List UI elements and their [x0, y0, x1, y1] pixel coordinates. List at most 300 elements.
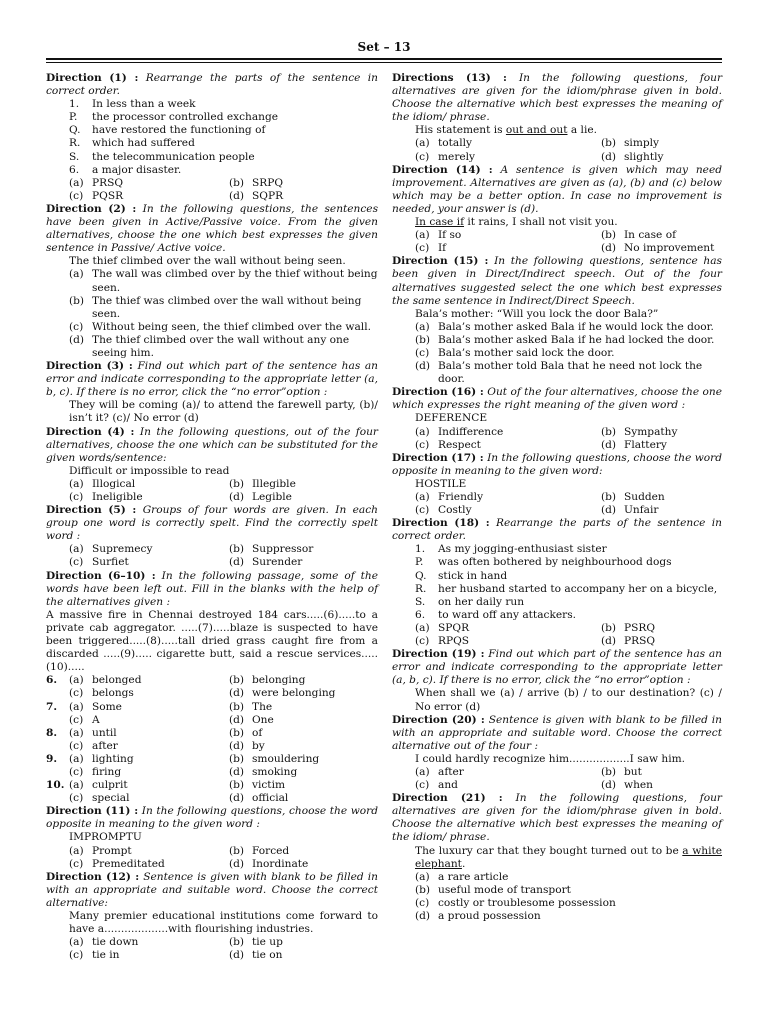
option-key: (a) — [415, 621, 430, 634]
option-key: (b) — [229, 779, 245, 792]
options-row — [392, 137, 722, 150]
options-row — [392, 622, 722, 635]
list-item — [392, 910, 722, 923]
numbered-options-row — [46, 740, 378, 753]
question-text — [392, 845, 722, 871]
numbered-options-row — [46, 687, 378, 700]
direction-text — [46, 570, 378, 609]
options-row — [46, 190, 378, 203]
question-number — [46, 766, 69, 779]
option-key: (b) — [601, 137, 617, 150]
option-key: (c) — [415, 150, 430, 163]
direction-label: Direction (14) : — [392, 163, 493, 176]
item-text: costly or troublesome possession — [438, 896, 616, 909]
option-key: (c) — [415, 779, 430, 792]
question-text: IMPROMPTU — [69, 831, 142, 844]
item-text: Without being seen, the thief climbed over the wall. — [92, 320, 371, 333]
option-text: by — [252, 739, 265, 752]
option-key: (c) — [69, 739, 84, 752]
option-text: Indifference — [438, 425, 504, 438]
list-item — [392, 543, 722, 556]
item-text: the telecommunication people — [92, 150, 255, 163]
item-text: Bala’s mother told Bala that he need not lock the door. — [438, 360, 703, 386]
option-text: after — [438, 765, 464, 778]
direction-label: Direction (5) : — [46, 504, 137, 517]
numbered-options-row — [46, 674, 378, 687]
option — [69, 714, 229, 727]
list-item — [46, 295, 378, 321]
item-text: was often bothered by neighbourhood dogs — [438, 556, 672, 569]
option-text: lighting — [92, 752, 134, 765]
item-text: a rare article — [438, 870, 509, 883]
option-text: belongs — [92, 687, 134, 700]
options-row — [46, 936, 378, 949]
option — [601, 439, 722, 452]
item-key: (d) — [69, 333, 85, 346]
item-text: Bala’s mother asked Bala if he had locked the door. — [438, 333, 715, 346]
option — [229, 177, 378, 190]
page-header: Set – 13 — [357, 40, 411, 54]
direction-label: Direction (15) : — [392, 255, 489, 268]
options-row — [392, 426, 722, 439]
item-text: The wall was climbed over by the thief without being seen. — [92, 268, 378, 294]
option-key: (c) — [415, 438, 430, 451]
item-key: R. — [69, 137, 81, 150]
item-key: (d) — [415, 910, 431, 922]
item-key: (c) — [415, 346, 430, 359]
option-text: firing — [92, 765, 122, 778]
item-key: S. — [69, 150, 80, 163]
numbered-options-row — [46, 766, 378, 779]
option — [229, 753, 378, 766]
passage-text: A massive fire in Chennai destroyed 184 cars.....(6).....to a private cab aggregator. .....(7).....blaze is suspected to have been triggered.....(8).....tall dried grass caught fire from a discarded .....(9)..... cigarette butt, said a rescue services.....(10)..... — [46, 608, 378, 674]
list-item — [46, 111, 378, 124]
option — [415, 504, 601, 517]
option-key: (d) — [229, 556, 245, 569]
option-text: Forced — [252, 844, 290, 857]
item-text: Bala’s mother asked Bala if he would lock the door. — [438, 320, 714, 333]
direction-label: Direction (2) : — [46, 202, 137, 215]
option — [229, 478, 378, 491]
option — [69, 792, 229, 805]
item-text: on her daily run — [438, 595, 525, 608]
option-key: (a) — [415, 425, 430, 438]
direction-instruction: In the following passage, some of the words have been left out. Fill in the blanks with the help of the alternatives given : — [46, 569, 378, 608]
direction-text — [46, 426, 378, 465]
option-text: smoking — [252, 765, 298, 778]
option-key: (b) — [601, 765, 617, 778]
option — [601, 137, 722, 150]
direction-label: Direction (6–10) : — [46, 569, 156, 582]
option-key: (d) — [601, 150, 617, 163]
direction-label: Direction (3) : — [46, 360, 133, 373]
direction-text — [392, 255, 722, 307]
direction-label: Directions (13) : — [392, 72, 507, 84]
option — [69, 936, 229, 949]
list-item — [46, 137, 378, 150]
option — [415, 137, 601, 150]
option-key: (a) — [415, 491, 430, 503]
direction-text — [392, 714, 722, 753]
option-text: No improvement — [624, 242, 715, 255]
option — [69, 727, 229, 740]
options-row — [46, 491, 378, 504]
list-item — [392, 609, 722, 622]
item-key: Q. — [415, 569, 427, 582]
list-item — [46, 164, 378, 177]
option-key: (c) — [69, 713, 84, 726]
option-text: official — [252, 792, 289, 805]
option-key: (c) — [69, 765, 84, 778]
list-item — [392, 360, 722, 386]
direction-instruction: In the following questions, the sentences have been given in Active/Passive voice. From the given alternatives, choose the one which best expresses the given sentence in Passive/ Active voice. — [46, 202, 378, 255]
question-text: DEFERENCE — [415, 412, 488, 425]
option-text: but — [624, 765, 642, 778]
option-key: (c) — [69, 556, 84, 569]
direction-label: Direction (17) : — [392, 451, 484, 464]
option — [415, 242, 601, 255]
option — [69, 556, 229, 569]
option-text: after — [92, 739, 118, 752]
direction-text — [46, 871, 378, 910]
option — [601, 779, 722, 792]
option — [69, 190, 229, 203]
option-text: tie on — [252, 949, 283, 962]
list-item — [392, 334, 722, 347]
option-text: Suppressor — [252, 543, 314, 556]
options-row — [46, 478, 378, 491]
option-key: (c) — [69, 687, 84, 700]
option-key: (a) — [69, 700, 84, 713]
question-text: Bala’s mother: “Will you lock the door Bala?” — [415, 307, 659, 320]
option-key: (a) — [69, 543, 84, 556]
options-row — [392, 504, 722, 517]
option-key: (b) — [229, 543, 245, 556]
question-pre: His statement is — [415, 124, 506, 137]
direction-label: Direction (16) : — [392, 386, 484, 399]
option — [69, 687, 229, 700]
list-item — [392, 556, 722, 569]
option — [601, 151, 722, 164]
item-text: In less than a week — [92, 98, 196, 111]
option-text: simply — [624, 137, 660, 150]
option — [415, 491, 601, 504]
question-text: Many premier educational institutions come forward to have a...................with flourishing industries. — [69, 910, 378, 936]
item-text: have restored the functioning of — [92, 124, 266, 137]
option-text: Costly — [438, 504, 472, 517]
item-key: (a) — [69, 268, 84, 281]
option-text: when — [624, 779, 653, 792]
option-key: (a) — [69, 477, 84, 490]
item-key: (d) — [415, 360, 431, 373]
question-number: 7. — [46, 700, 58, 713]
list-item — [392, 897, 722, 910]
option-text: Surender — [252, 556, 303, 569]
direction-text — [46, 805, 378, 831]
item-key: Q. — [69, 124, 81, 137]
option — [229, 543, 378, 556]
question-text: The thief climbed over the wall without being seen. — [69, 255, 346, 268]
question-text: HOSTILE — [415, 477, 467, 490]
direction-label: Direction (20) : — [392, 713, 485, 726]
item-text: The thief was climbed over the wall without being seen. — [92, 294, 362, 320]
header-rule — [46, 58, 722, 60]
direction-instruction: Rearrange the parts of the sentence in correct order. — [392, 517, 722, 543]
option — [229, 949, 378, 962]
question-number: 9. — [46, 752, 58, 765]
item-text: The thief climbed over the wall without any one seeing him. — [92, 333, 350, 359]
option — [601, 635, 722, 648]
options-row — [392, 635, 722, 648]
option-key: (a) — [69, 674, 84, 687]
direction-text — [46, 203, 378, 255]
numbered-options-row — [46, 727, 378, 740]
option-key: (b) — [229, 844, 245, 857]
option — [69, 753, 229, 766]
option-key: (a) — [69, 726, 84, 739]
option-key: (b) — [229, 726, 245, 739]
option-text: One — [252, 713, 274, 726]
option-key: (d) — [229, 491, 245, 503]
option — [415, 779, 601, 792]
option-key: (c) — [69, 792, 84, 805]
options-row — [392, 439, 722, 452]
list-item — [392, 871, 722, 884]
option-key: (d) — [601, 635, 617, 648]
option-text: SQPR — [252, 189, 284, 202]
option-text: The — [252, 700, 273, 713]
option — [229, 792, 378, 805]
numbered-options-row — [46, 701, 378, 714]
option-key: (d) — [601, 504, 617, 517]
item-key: (b) — [69, 294, 85, 307]
option-key: (b) — [229, 477, 245, 490]
option — [69, 543, 229, 556]
direction-instruction: In the following questions, choose the word opposite in meaning to the given word : — [46, 805, 378, 831]
option-text: Respect — [438, 438, 481, 451]
question-number — [46, 740, 69, 753]
option — [601, 426, 722, 439]
option-text: victim — [252, 779, 285, 792]
option-text: merely — [438, 150, 476, 163]
direction-label: Direction (1) : — [46, 72, 139, 84]
item-text: Bala’s mother said lock the door. — [438, 346, 615, 359]
option-key: (b) — [601, 621, 617, 634]
option-key: (b) — [601, 229, 617, 242]
question-pre: The luxury car that they bought turned out to be — [415, 844, 683, 857]
option-key: (b) — [229, 700, 245, 713]
options-row — [392, 242, 722, 255]
option-key: (b) — [601, 491, 617, 503]
option — [601, 491, 722, 504]
question-text: I could hardly recognize him..................I saw him. — [415, 752, 686, 765]
direction-text — [46, 72, 378, 98]
numbered-options-row — [46, 753, 378, 766]
option-text: culprit — [92, 779, 128, 792]
option — [415, 426, 601, 439]
option-key: (b) — [229, 936, 245, 949]
item-key: P. — [415, 556, 424, 569]
option-text: Some — [92, 700, 122, 713]
direction-label: Direction (4) : — [46, 425, 135, 438]
underlined-phrase: out and out — [505, 124, 568, 137]
option-key: (d) — [229, 765, 245, 778]
question-post: it rains, I shall not visit you. — [464, 216, 618, 229]
item-key: (b) — [415, 333, 431, 346]
question-text: They will be coming (a)/ to attend the farewell party, (b)/ isn’t it? (c)/ No error (d) — [69, 399, 378, 425]
item-text: As my jogging-enthusiast sister — [438, 543, 607, 556]
options-row — [46, 556, 378, 569]
option — [415, 229, 601, 242]
option-text: tie in — [92, 949, 120, 962]
item-key: (c) — [69, 320, 84, 333]
question-post: . — [461, 857, 466, 870]
direction-instruction: Out of the four alternatives, choose the one which expresses the right meaning of the given word : — [392, 386, 722, 412]
direction-instruction: Find out which part of the sentence has an error and indicate corresponding to the appropriate letter (a, b, c). If there is no error, click the “no error”option : — [46, 360, 378, 399]
option-text: were belonging — [252, 687, 336, 700]
options-row — [46, 949, 378, 962]
option-text: Illogical — [92, 477, 136, 490]
header-rule-thin — [46, 62, 722, 63]
option-text: PRSQ — [624, 635, 656, 648]
option-text: Sympathy — [624, 425, 678, 438]
option — [229, 674, 378, 687]
direction-instruction: Sentence is given with blank to be filled in with an appropriate and suitable word. Choose the correct alternative out of the four : — [392, 713, 722, 752]
item-key: S. — [415, 595, 426, 608]
option-text: and — [438, 779, 458, 792]
option — [69, 177, 229, 190]
option — [415, 766, 601, 779]
item-text: to ward off any attackers. — [438, 608, 576, 621]
list-item — [392, 583, 722, 596]
list-item — [46, 268, 378, 294]
option — [229, 190, 378, 203]
direction-text — [392, 72, 722, 124]
options-row — [392, 491, 722, 504]
option-key: (c) — [415, 635, 430, 648]
option — [229, 491, 378, 504]
direction-text — [392, 386, 722, 412]
option-text: Inordinate — [252, 857, 309, 870]
option-key: (d) — [229, 739, 245, 752]
option-key: (a) — [69, 779, 84, 792]
option-key: (d) — [229, 792, 245, 805]
underlined-phrase: a white elephant — [415, 844, 722, 870]
option-key: (d) — [229, 857, 245, 870]
direction-text — [392, 648, 722, 687]
option-text: tie down — [92, 936, 139, 949]
option — [229, 727, 378, 740]
direction-instruction: Groups of four words are given. In each group one word is correctly spelt. Find the correctly spelt word : — [46, 504, 378, 543]
item-key: 1. — [69, 98, 80, 111]
option-text: belonging — [252, 674, 306, 687]
option-text: A — [92, 713, 100, 726]
option-key: (a) — [69, 844, 84, 857]
option-text: PQSR — [92, 189, 124, 202]
item-key: 6. — [415, 608, 426, 621]
option — [415, 439, 601, 452]
numbered-options-row — [46, 779, 378, 792]
option-key: (a) — [69, 176, 84, 189]
question-number — [46, 714, 69, 727]
option — [601, 242, 722, 255]
option-text: Legible — [252, 491, 292, 503]
item-key: R. — [415, 582, 427, 595]
option — [601, 229, 722, 242]
direction-label: Direction (18) : — [392, 517, 490, 530]
question-number: 6. — [46, 674, 58, 687]
options-row — [46, 177, 378, 190]
numbered-options-row — [46, 714, 378, 727]
item-key: P. — [69, 111, 78, 124]
item-key: (a) — [415, 870, 430, 883]
option — [229, 936, 378, 949]
option-key: (b) — [601, 425, 617, 438]
option — [69, 740, 229, 753]
option-text: slightly — [624, 150, 664, 163]
option-key: (a) — [415, 137, 430, 150]
item-text: a major disaster. — [92, 163, 182, 176]
option-key: (c) — [415, 504, 430, 517]
option — [415, 622, 601, 635]
item-key: (a) — [415, 320, 430, 333]
option-text: Sudden — [624, 491, 665, 503]
direction-label: Direction (11) : — [46, 805, 139, 818]
option — [601, 504, 722, 517]
options-row — [392, 151, 722, 164]
question-text: When shall we (a) / arrive (b) / to our destination? (c) / No error (d) — [415, 687, 722, 713]
option — [69, 858, 229, 871]
list-item — [392, 884, 722, 897]
option-text: Flattery — [624, 438, 667, 451]
item-key: (b) — [415, 883, 431, 896]
item-key: 1. — [415, 543, 426, 556]
option-text: PRSQ — [92, 176, 124, 189]
direction-label: Direction (19) : — [392, 648, 485, 661]
direction-instruction: In the following questions, choose the word opposite in meaning to the given word: — [392, 451, 722, 477]
list-item — [392, 347, 722, 360]
option-text: smouldering — [252, 752, 320, 765]
option-text: In case of — [624, 229, 676, 242]
list-item — [392, 570, 722, 583]
option — [69, 701, 229, 714]
option-key: (b) — [229, 176, 245, 189]
option — [229, 740, 378, 753]
option-text: Supremecy — [92, 543, 153, 556]
question-number — [46, 687, 69, 700]
item-text: stick in hand — [438, 569, 508, 582]
option-key: (a) — [69, 752, 84, 765]
option-text: Illegible — [252, 477, 296, 490]
option — [69, 491, 229, 504]
list-item — [46, 124, 378, 137]
option-text: Premeditated — [92, 857, 165, 870]
option-key: (c) — [69, 491, 84, 503]
item-text: useful mode of transport — [438, 883, 571, 896]
item-key: (c) — [415, 896, 430, 909]
direction-text — [46, 360, 378, 399]
direction-instruction: Find out which part of the sentence has an error and indicate corresponding to the appropriate letter (a, b, c). If there is no error, click the “no error”option : — [392, 648, 722, 687]
option — [229, 766, 378, 779]
list-item — [392, 321, 722, 334]
option — [69, 674, 229, 687]
option-key: (b) — [229, 752, 245, 765]
option-text: If so — [438, 229, 462, 242]
options-row — [392, 779, 722, 792]
direction-instruction: Sentence is given with blank to be filled in with an appropriate and suitable word. Choose the correct alternative: — [46, 870, 378, 909]
option-key: (d) — [601, 242, 617, 255]
option-key: (c) — [69, 189, 84, 202]
